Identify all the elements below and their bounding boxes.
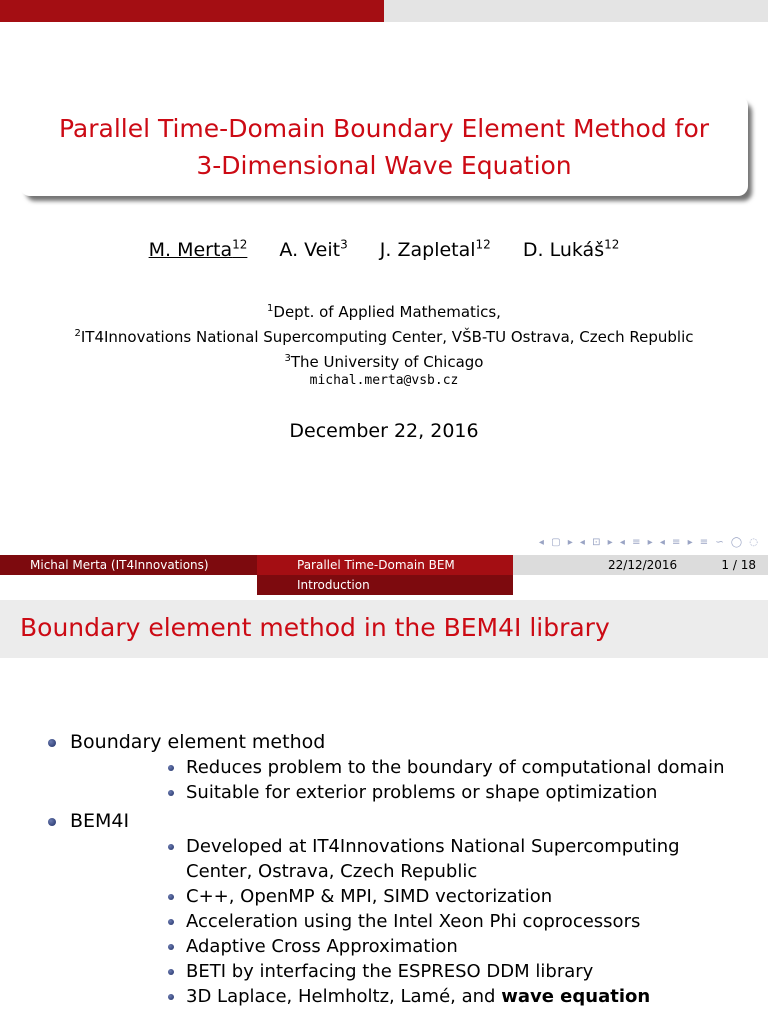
sub-list-item: Acceleration using the Intel Xeon Phi coprocessors	[70, 909, 768, 934]
author: A. Veit$^3$	[279, 238, 348, 262]
sub-list-item: BETI by interfacing the ESPRESO DDM library	[70, 959, 768, 984]
section-navigation[interactable]: Introduction	[257, 575, 513, 595]
sub-list-item: 3D Laplace, Helmholtz, Lamé, and wave equation	[70, 984, 768, 1009]
slide-content	[0, 730, 768, 1013]
section-bar-blank-left	[0, 575, 257, 595]
title-line-1: Parallel Time-Domain Boundary Element Method for	[58, 114, 710, 143]
affiliation: $^2$IT4Innovations National Supercomputing Center, VŠB-TU Ostrava, Czech Republic	[74, 328, 694, 346]
footer-page-number: 1 / 18	[721, 558, 756, 572]
footer-author: Michal Merta (IT4Innovations)	[0, 555, 257, 575]
title-line-2: 3-Dimensional Wave Equation	[196, 151, 572, 180]
author: D. Lukáš$^{12}$	[522, 238, 620, 262]
author-list	[0, 238, 768, 261]
sub-list-item: Adaptive Cross Approximation	[70, 934, 768, 959]
author: M. Merta$^{12}$	[148, 238, 248, 262]
header-bar-left	[0, 0, 384, 22]
footer-info	[513, 555, 768, 575]
affiliations	[0, 298, 768, 373]
beamer-navigation-icons[interactable]: ◂ ▢ ▸ ◂ ⊡ ▸ ◂ ≡ ▸ ◂ ≡ ▸ ≡ ∽ ◯ ◌	[538, 537, 760, 548]
list-item: Boundary element method Reduces problem to the boundary of computational domain Suitable for exterior problems or shape optimization	[0, 730, 768, 805]
affiliation: $^1$Dept. of Applied Mathematics,	[267, 303, 501, 321]
author: J. Zapletal$^{12}$	[379, 238, 491, 262]
author-email: michal.merta@vsb.cz	[309, 373, 459, 388]
list-item: BEM4I Developed at IT4Innovations National Supercomputing Center, Ostrava, Czech Republic C++, OpenMP & MPI, SIMD vectorization Acceleration using the Intel Xeon Phi coprocessors Adaptive Cross Approximation BETI by interfacing the ESPRESO DDM library 3D Laplace, Helmholtz, Lamé, and wave equation	[0, 809, 768, 1009]
sub-list-item: C++, OpenMP & MPI, SIMD vectorization	[70, 884, 768, 909]
frame-title-bar	[0, 600, 768, 658]
presentation-title	[20, 110, 748, 184]
section-bar-blank-right	[513, 575, 768, 595]
bullet-list	[0, 730, 768, 1009]
sub-list-item: Reduces problem to the boundary of computational domain	[70, 755, 768, 780]
sub-list	[70, 834, 768, 1009]
sub-list-item: Developed at IT4Innovations National Supercomputing Center, Ostrava, Czech Republic	[70, 834, 768, 884]
slide-footer	[0, 555, 768, 575]
footer-title: Parallel Time-Domain BEM	[257, 555, 513, 575]
presentation-date: December 22, 2016	[289, 420, 479, 442]
sub-list	[70, 755, 768, 805]
header-bar-right	[384, 0, 768, 22]
sub-list-item: Suitable for exterior problems or shape optimization	[70, 780, 768, 805]
frame-title: Boundary element method in the BEM4I library	[20, 613, 610, 642]
title-box	[20, 96, 748, 196]
footer-date: 22/12/2016	[608, 558, 678, 572]
affiliation: $^3$The University of Chicago	[284, 353, 484, 371]
